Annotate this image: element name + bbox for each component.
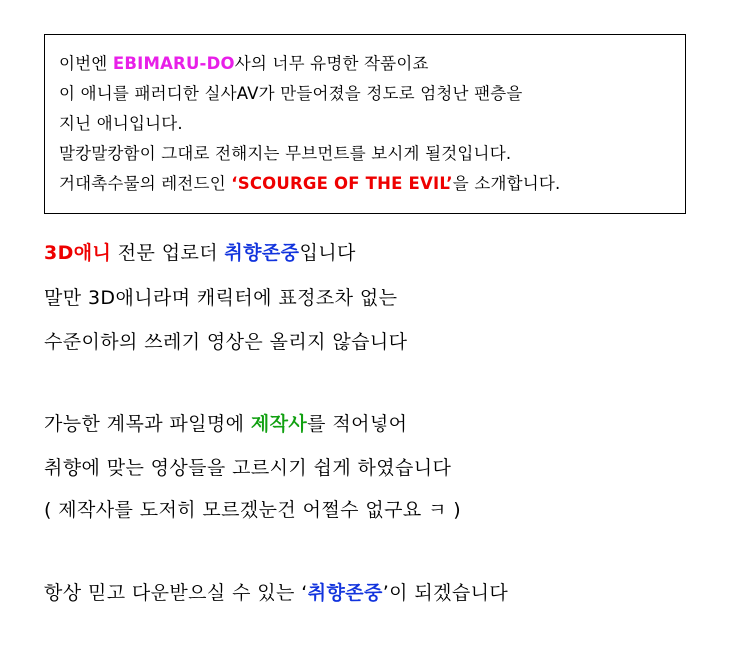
intro-line-2 bbox=[59, 79, 673, 109]
text-run-0: 항상 믿고 다운받으실 수 있는 ‘ bbox=[44, 582, 308, 604]
text-run-2: ’이 되겠습니다 bbox=[382, 582, 509, 604]
text-run-2: 를 적어넣어 bbox=[307, 413, 408, 435]
text-run-0: 가능한 계목과 파일명에 bbox=[44, 413, 251, 435]
text-run-0: 이번엔 bbox=[59, 54, 113, 73]
text-run-0: 말만 3D애니라며 캐릭터에 표정조차 없는 bbox=[44, 287, 398, 309]
body-line-quality-2 bbox=[44, 330, 407, 354]
body-line-closing bbox=[44, 581, 508, 605]
text-run-0: 3D애니 bbox=[44, 242, 112, 264]
text-run-1: EBIMARU-DO bbox=[112, 54, 235, 73]
text-run-0: 취향에 맞는 영상들을 고르시기 쉽게 하였습니다 bbox=[44, 457, 452, 479]
text-run-2: 사의 너무 유명한 작품이죠 bbox=[234, 54, 429, 73]
text-run-3: 입니다 bbox=[299, 242, 356, 264]
text-run-0: 이 애니를 패러디한 실사AV가 만들어졌을 정도로 엄청난 팬층을 bbox=[59, 84, 523, 103]
text-run-1: ‘SCOURGE OF THE EVIL’ bbox=[231, 174, 453, 193]
intro-line-4 bbox=[59, 139, 673, 169]
text-run-1: 취향존중 bbox=[307, 582, 383, 604]
text-run-1: 전문 업로더 bbox=[111, 242, 225, 264]
text-run-0: 지닌 애니입니다. bbox=[59, 114, 183, 133]
text-run-0: 수준이하의 쓰레기 영상은 올리지 않습니다 bbox=[44, 331, 408, 353]
text-run-0: 말캉말캉함이 그대로 전해지는 무브먼트를 보시게 될것입니다. bbox=[59, 144, 512, 163]
body-line-naming-note bbox=[44, 498, 461, 522]
body-line-naming-2 bbox=[44, 456, 451, 480]
intro-line-5 bbox=[59, 169, 673, 199]
body-line-naming-1 bbox=[44, 412, 407, 436]
intro-text-box bbox=[44, 34, 686, 214]
text-run-1: 제작사 bbox=[250, 413, 308, 435]
body-line-quality-1 bbox=[44, 286, 397, 310]
intro-line-1 bbox=[59, 49, 673, 79]
text-run-0: ( 제작사를 도저히 모르겠눈건 어쩔수 없구요 ㅋ ) bbox=[44, 499, 462, 521]
text-run-2: 을 소개합니다. bbox=[452, 174, 561, 193]
text-run-0: 거대촉수물의 레전드인 bbox=[59, 174, 232, 193]
body-line-uploader-intro bbox=[44, 241, 356, 265]
text-run-2: 취향존중 bbox=[224, 242, 300, 264]
intro-line-3 bbox=[59, 109, 673, 139]
